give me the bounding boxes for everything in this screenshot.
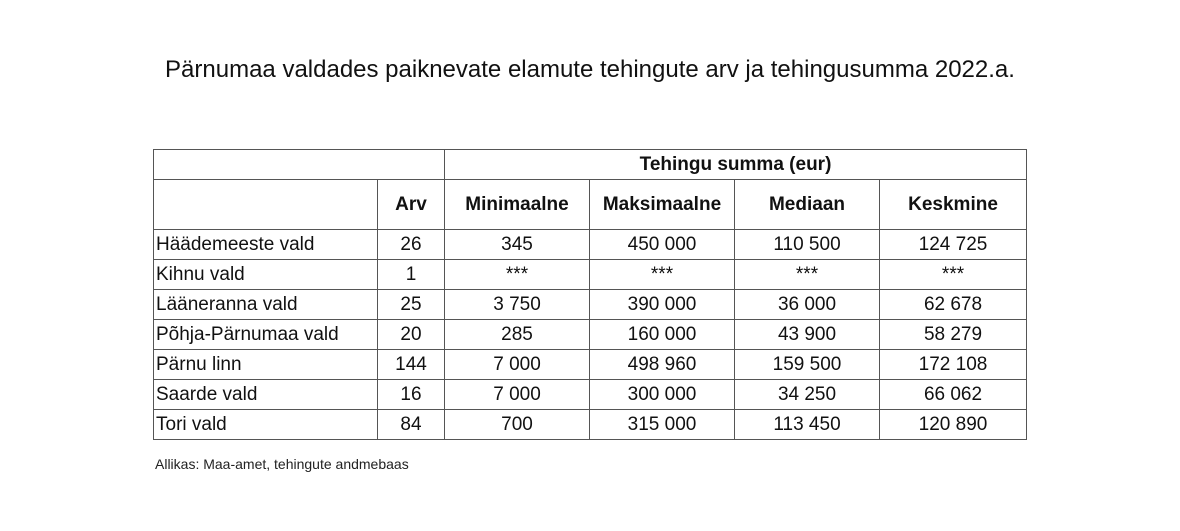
cell-keskmine: 62 678 bbox=[880, 290, 1027, 320]
cell-keskmine: 172 108 bbox=[880, 350, 1027, 380]
cell-maksimaalne: 450 000 bbox=[590, 230, 735, 260]
cell-keskmine: 66 062 bbox=[880, 380, 1027, 410]
cell-minimaalne: 7 000 bbox=[445, 350, 590, 380]
cell-keskmine: 124 725 bbox=[880, 230, 1027, 260]
cell-maksimaalne: 498 960 bbox=[590, 350, 735, 380]
cell-name: Kihnu vald bbox=[154, 260, 378, 290]
cell-mediaan: 43 900 bbox=[735, 320, 880, 350]
cell-arv: 16 bbox=[378, 380, 445, 410]
cell-maksimaalne: 315 000 bbox=[590, 410, 735, 440]
cell-minimaalne: 7 000 bbox=[445, 380, 590, 410]
column-header-mediaan: Mediaan bbox=[735, 180, 880, 230]
table-row bbox=[154, 260, 1027, 290]
table-body bbox=[154, 230, 1027, 440]
cell-keskmine: 120 890 bbox=[880, 410, 1027, 440]
cell-minimaalne: 345 bbox=[445, 230, 590, 260]
cell-name: Tori vald bbox=[154, 410, 378, 440]
cell-maksimaalne: 390 000 bbox=[590, 290, 735, 320]
column-header-maksimaalne: Maksimaalne bbox=[590, 180, 735, 230]
cell-name: Pärnu linn bbox=[154, 350, 378, 380]
cell-arv: 144 bbox=[378, 350, 445, 380]
source-note: Allikas: Maa-amet, tehingute andmebaas bbox=[155, 456, 409, 472]
cell-arv: 25 bbox=[378, 290, 445, 320]
table-row bbox=[154, 320, 1027, 350]
group-header-row bbox=[154, 150, 1027, 180]
cell-minimaalne: *** bbox=[445, 260, 590, 290]
cell-name: Lääneranna vald bbox=[154, 290, 378, 320]
cell-mediaan: *** bbox=[735, 260, 880, 290]
cell-maksimaalne: 300 000 bbox=[590, 380, 735, 410]
column-header-minimaalne: Minimaalne bbox=[445, 180, 590, 230]
cell-mediaan: 110 500 bbox=[735, 230, 880, 260]
cell-maksimaalne: 160 000 bbox=[590, 320, 735, 350]
cell-mediaan: 34 250 bbox=[735, 380, 880, 410]
cell-name: Häädemeeste vald bbox=[154, 230, 378, 260]
cell-minimaalne: 285 bbox=[445, 320, 590, 350]
cell-name: Saarde vald bbox=[154, 380, 378, 410]
cell-minimaalne: 3 750 bbox=[445, 290, 590, 320]
cell-mediaan: 159 500 bbox=[735, 350, 880, 380]
table-row bbox=[154, 350, 1027, 380]
cell-arv: 1 bbox=[378, 260, 445, 290]
cell-arv: 26 bbox=[378, 230, 445, 260]
table-row bbox=[154, 290, 1027, 320]
cell-mediaan: 113 450 bbox=[735, 410, 880, 440]
cell-arv: 20 bbox=[378, 320, 445, 350]
cell-keskmine: *** bbox=[880, 260, 1027, 290]
table-row bbox=[154, 410, 1027, 440]
column-header-name bbox=[154, 180, 378, 230]
column-header-row bbox=[154, 180, 1027, 230]
cell-arv: 84 bbox=[378, 410, 445, 440]
column-header-keskmine: Keskmine bbox=[880, 180, 1027, 230]
cell-name: Põhja-Pärnumaa vald bbox=[154, 320, 378, 350]
table-row bbox=[154, 380, 1027, 410]
transactions-table bbox=[153, 149, 1027, 440]
group-header: Tehingu summa (eur) bbox=[445, 150, 1027, 180]
cell-maksimaalne: *** bbox=[590, 260, 735, 290]
table-row bbox=[154, 230, 1027, 260]
empty-header-cell bbox=[154, 150, 445, 180]
column-header-arv: Arv bbox=[378, 180, 445, 230]
cell-keskmine: 58 279 bbox=[880, 320, 1027, 350]
cell-mediaan: 36 000 bbox=[735, 290, 880, 320]
cell-minimaalne: 700 bbox=[445, 410, 590, 440]
page-title: Pärnumaa valdades paiknevate elamute tehingute arv ja tehingusumma 2022.a. bbox=[165, 56, 1015, 83]
